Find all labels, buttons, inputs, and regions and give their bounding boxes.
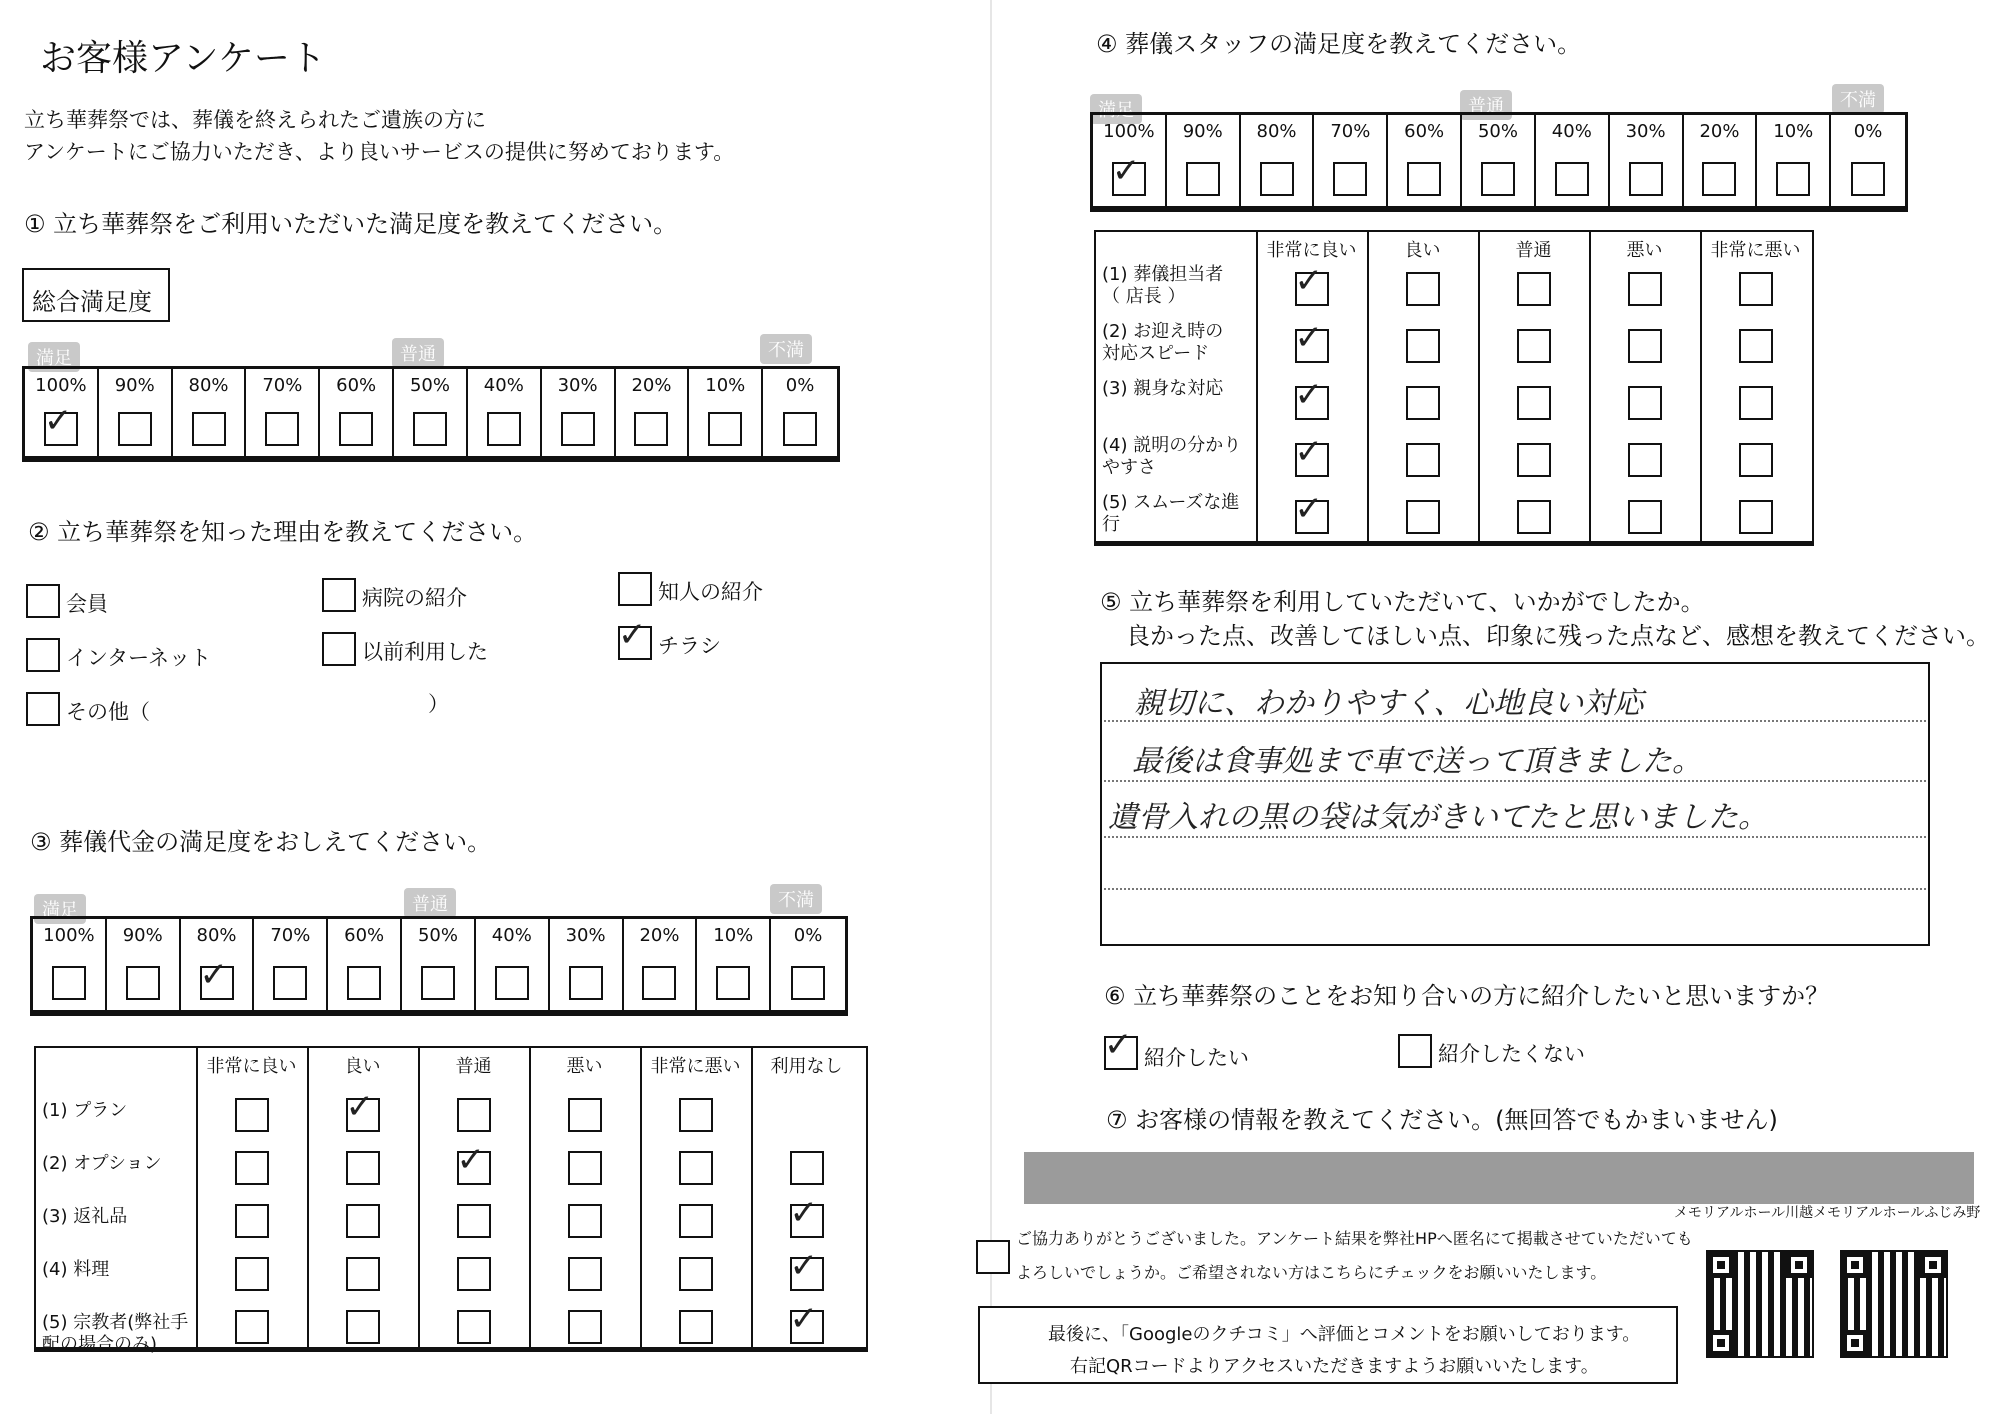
q3-rating-checkbox[interactable]	[679, 1204, 713, 1238]
q3-percent-checkbox[interactable]	[421, 966, 455, 1000]
matrix-column-divider	[751, 1048, 753, 1347]
q4-row-label: (3) 親身な対応	[1102, 378, 1224, 399]
q3-rating-checkbox[interactable]	[679, 1151, 713, 1185]
q3-percent-scale	[30, 916, 848, 1016]
q4-rating-checkbox[interactable]	[1406, 443, 1440, 477]
matrix-column-divider	[1478, 232, 1480, 541]
q3-rating-checkbox[interactable]	[568, 1204, 602, 1238]
q2-option-checkbox[interactable]	[26, 584, 60, 618]
q2-option-checkbox[interactable]	[322, 632, 356, 666]
q2-option-label: 会員	[66, 592, 108, 616]
q3-rating-checkbox[interactable]	[235, 1151, 269, 1185]
q4-percent-checkbox[interactable]	[1481, 162, 1515, 196]
q4-rating-checkbox[interactable]	[1628, 443, 1662, 477]
q3-percent-checkbox[interactable]	[495, 966, 529, 1000]
matrix-column-divider	[1700, 232, 1702, 541]
q4-scale-bad: 不満	[1832, 84, 1884, 114]
q3-percent-label: 60%	[344, 925, 385, 946]
q6-label: ⑥ 立ち華葬祭のことをお知り合いの方に紹介したいと思いますか？	[1104, 982, 1830, 1010]
check-mark-icon: ✓	[618, 615, 647, 655]
q1-scale-good: 満足	[28, 342, 80, 372]
q4-rating-checkbox[interactable]	[1739, 329, 1773, 363]
q4-column-header: 普通	[1515, 240, 1552, 261]
page-fold-divider	[990, 0, 992, 1414]
q3-scale-mid: 普通	[404, 888, 456, 918]
q3-percent-cell	[476, 919, 550, 1010]
q3-rating-checkbox[interactable]	[679, 1098, 713, 1132]
q4-rating-checkbox[interactable]	[1628, 500, 1662, 534]
redacted-customer-info	[1024, 1152, 1974, 1204]
q4-row-label: (2) お迎え時の	[1102, 321, 1224, 342]
q3-rating-checkbox[interactable]	[679, 1257, 713, 1291]
q1-percent-cell	[616, 369, 690, 456]
q1-percent-cell	[25, 369, 99, 456]
q4-percent-label: 30%	[1625, 121, 1666, 142]
q4-percent-checkbox[interactable]	[1186, 162, 1220, 196]
q4-row-label: （ 店長 ）	[1102, 286, 1186, 307]
q4-rating-checkbox[interactable]	[1628, 386, 1662, 420]
q3-percent-cell	[33, 919, 107, 1010]
q3-percent-label: 40%	[491, 925, 532, 946]
q1-percent-checkbox[interactable]	[192, 412, 226, 446]
q4-rating-checkbox[interactable]	[1517, 329, 1551, 363]
q1-percent-cell	[320, 369, 394, 456]
intro-line-2: アンケートにご協力いただき、より良いサービスの提供に努めております。	[24, 140, 735, 164]
q3-column-header: 利用なし	[770, 1056, 843, 1077]
q1-percent-checkbox[interactable]	[43, 401, 78, 446]
q3-percent-cell	[624, 919, 698, 1010]
q4-percent-label: 0%	[1853, 121, 1883, 142]
q4-rating-checkbox[interactable]	[1406, 272, 1440, 306]
q3-rating-checkbox[interactable]	[568, 1257, 602, 1291]
check-mark-icon: ✓	[456, 1139, 485, 1180]
q2-option-label: 知人の紹介	[658, 580, 763, 604]
google-review-line-1: 最後に、「Googleのクチコミ」へ評価とコメントをお願いしております。	[1048, 1324, 1641, 1345]
q3-percent-cell	[107, 919, 181, 1010]
q3-percent-label: 100%	[43, 925, 95, 946]
q3-row-label: (1) プラン	[42, 1100, 128, 1121]
q3-rating-checkbox[interactable]	[789, 1298, 824, 1344]
q2-option-label: 以前利用した	[362, 640, 488, 664]
q4-percent-scale	[1090, 112, 1908, 212]
q3-percent-checkbox[interactable]	[569, 966, 603, 1000]
q3-percent-checkbox[interactable]	[199, 955, 234, 1000]
q3-rating-checkbox[interactable]	[789, 1245, 824, 1291]
q3-percent-checkbox[interactable]	[347, 966, 381, 1000]
q2-option-checkbox[interactable]	[618, 572, 652, 606]
q3-column-header: 良い	[344, 1056, 381, 1077]
q3-percent-cell	[254, 919, 328, 1010]
q4-rating-checkbox[interactable]	[1739, 386, 1773, 420]
q3-row-label: (4) 料理	[42, 1259, 110, 1280]
q4-row-label: (1) 葬儀担当者	[1102, 264, 1224, 285]
q2-option-label: 病院の紹介	[362, 586, 467, 610]
q3-percent-label: 70%	[270, 925, 311, 946]
handwritten-line-3: 遺骨入れの黒の袋は気がきいてたと思いました。	[1108, 800, 1768, 835]
q2-option-checkbox[interactable]	[26, 692, 60, 726]
qr-code-fujimino[interactable]	[1840, 1250, 1948, 1358]
matrix-column-divider	[307, 1048, 309, 1347]
q4-percent-checkbox[interactable]	[1555, 162, 1589, 196]
q4-row-label: 対応スピード	[1102, 343, 1210, 364]
q1-label: ① 立ち華葬祭をご利用いただいた満足度を教えてください。	[24, 210, 678, 238]
check-mark-icon: ✓	[1294, 374, 1323, 415]
q7-label: ⑦ お客様の情報を教えてください。(無回答でもかまいません)	[1106, 1106, 1778, 1134]
q3-percent-checkbox[interactable]	[791, 966, 825, 1000]
q4-percent-label: 100%	[1103, 121, 1155, 142]
q3-percent-cell	[771, 919, 845, 1010]
q2-option-label: インターネット	[66, 646, 212, 670]
google-review-line-2: 右記QRコードよりアクセスいただきますようお願いいたします。	[1070, 1356, 1599, 1377]
q4-percent-label: 10%	[1773, 121, 1814, 142]
q1-percent-cell	[763, 369, 837, 456]
q4-percent-cell	[1610, 115, 1684, 206]
q1-scale-bad: 不満	[760, 334, 812, 364]
q6-checkbox-no[interactable]	[1398, 1034, 1432, 1068]
q1-percent-label: 60%	[336, 375, 377, 396]
check-mark-icon: ✓	[789, 1298, 818, 1339]
q3-rating-checkbox[interactable]	[568, 1310, 602, 1344]
q1-percent-cell	[468, 369, 542, 456]
q1-percent-cell	[246, 369, 320, 456]
q2-option-checkbox[interactable]	[618, 615, 652, 660]
check-mark-icon: ✓	[199, 955, 229, 995]
q4-percent-checkbox[interactable]	[1260, 162, 1294, 196]
q3-percent-checkbox[interactable]	[52, 966, 86, 1000]
q3-scale-bad: 不満	[770, 884, 822, 914]
q1-percent-scale	[22, 366, 840, 462]
q4-staff-matrix	[1094, 230, 1814, 546]
q4-rating-checkbox[interactable]	[1294, 317, 1329, 363]
q4-percent-label: 80%	[1256, 121, 1297, 142]
q3-row-label: 配の場合のみ)	[42, 1334, 158, 1355]
q4-scale-good: 満足	[1090, 94, 1142, 124]
q4-rating-checkbox[interactable]	[1294, 260, 1329, 306]
q4-percent-label: 70%	[1330, 121, 1371, 142]
qr-code-kawagoe[interactable]	[1706, 1250, 1814, 1358]
q1-percent-label: 80%	[188, 375, 229, 396]
q2-option-label: その他（	[66, 700, 150, 724]
handwritten-line-2: 最後は食事処まで車で送って頂きました。	[1132, 744, 1702, 779]
q3-rating-checkbox[interactable]	[456, 1139, 491, 1185]
q4-row-label: 行	[1102, 514, 1120, 535]
q3-column-header: 非常に悪い	[650, 1056, 741, 1077]
q4-rating-checkbox[interactable]	[1294, 431, 1329, 477]
matrix-column-divider	[1589, 232, 1591, 541]
q3-rating-checkbox[interactable]	[346, 1204, 380, 1238]
q4-percent-cell	[1536, 115, 1610, 206]
q1-percent-label: 100%	[35, 375, 87, 396]
q4-percent-checkbox[interactable]	[1851, 162, 1885, 196]
q3-label: ③ 葬儀代金の満足度をおしえてください。	[30, 828, 492, 856]
q3-rating-checkbox[interactable]	[457, 1098, 491, 1132]
check-mark-icon: ✓	[1294, 260, 1323, 301]
q4-percent-label: 90%	[1182, 121, 1223, 142]
q3-detail-matrix	[34, 1046, 868, 1355]
q4-column-header: 良い	[1404, 240, 1441, 261]
check-mark-icon: ✓	[1294, 431, 1323, 472]
q1-percent-label: 10%	[705, 375, 746, 396]
consent-line-1: ご協力ありがとうございました。アンケート結果を弊社HPへ匿名にて掲載させていただいても	[1016, 1229, 1693, 1248]
q3-percent-cell	[697, 919, 771, 1010]
q3-percent-label: 50%	[417, 925, 458, 946]
overall-satisfaction-box	[22, 268, 170, 322]
q1-percent-checkbox[interactable]	[783, 412, 817, 446]
q4-percent-checkbox[interactable]	[1333, 162, 1367, 196]
q5-label-2: 良かった点、改善してほしい点、印象に残った点など、感想を教えてください。	[1126, 622, 1990, 650]
q4-rating-checkbox[interactable]	[1294, 488, 1329, 534]
q4-percent-cell	[1684, 115, 1758, 206]
q3-rating-checkbox[interactable]	[345, 1086, 380, 1132]
q4-rating-checkbox[interactable]	[1739, 443, 1773, 477]
hall-names: メモリアルホール川越メモリアルホールふじみ野	[1674, 1205, 1981, 1221]
q3-rating-checkbox[interactable]	[568, 1151, 602, 1185]
q3-rating-checkbox[interactable]	[457, 1310, 491, 1344]
q1-percent-checkbox[interactable]	[413, 412, 447, 446]
q4-percent-cell	[1167, 115, 1241, 206]
q1-percent-label: 30%	[557, 375, 598, 396]
q3-column-header: 非常に良い	[206, 1056, 297, 1077]
q3-percent-checkbox[interactable]	[126, 966, 160, 1000]
q4-row-label: (4) 説明の分かり	[1102, 435, 1242, 456]
q2-option-checkbox[interactable]	[322, 578, 356, 612]
q4-percent-cell	[1757, 115, 1831, 206]
q4-row-label: (5) スムーズな進	[1102, 492, 1240, 513]
q3-rating-checkbox[interactable]	[346, 1151, 380, 1185]
q1-percent-checkbox[interactable]	[634, 412, 668, 446]
q3-percent-label: 30%	[565, 925, 606, 946]
page-title: お客様アンケート	[40, 38, 326, 79]
q1-percent-label: 90%	[114, 375, 155, 396]
q3-rating-checkbox[interactable]	[457, 1204, 491, 1238]
matrix-column-divider	[418, 1048, 420, 1347]
q4-rating-checkbox[interactable]	[1517, 500, 1551, 534]
check-mark-icon: ✓	[789, 1245, 818, 1286]
q1-percent-cell	[173, 369, 247, 456]
q1-percent-cell	[99, 369, 173, 456]
q3-rating-checkbox[interactable]	[789, 1192, 824, 1238]
matrix-column-divider	[640, 1048, 642, 1347]
q6-option-yes: 紹介したい	[1144, 1046, 1249, 1070]
check-mark-icon: ✓	[1294, 488, 1323, 529]
q3-rating-checkbox[interactable]	[346, 1310, 380, 1344]
q1-percent-label: 70%	[262, 375, 303, 396]
q3-percent-checkbox[interactable]	[273, 966, 307, 1000]
q1-percent-cell	[689, 369, 763, 456]
q2-option-label: チラシ	[658, 634, 721, 658]
q4-percent-checkbox[interactable]	[1407, 162, 1441, 196]
q1-scale-mid: 普通	[392, 338, 444, 368]
overall-satisfaction-label: 総合満足度	[32, 288, 152, 316]
q1-percent-checkbox[interactable]	[265, 412, 299, 446]
q1-percent-checkbox[interactable]	[487, 412, 521, 446]
q5-comment-box	[1100, 662, 1930, 946]
q3-percent-label: 10%	[713, 925, 754, 946]
q3-rating-checkbox[interactable]	[568, 1098, 602, 1132]
q1-percent-label: 0%	[785, 375, 815, 396]
q4-rating-checkbox[interactable]	[1406, 386, 1440, 420]
q4-percent-label: 60%	[1404, 121, 1445, 142]
q4-percent-label: 20%	[1699, 121, 1740, 142]
handwritten-line-1: 親切に、わかりやすく、心地良い対応	[1134, 686, 1644, 721]
q3-rating-checkbox[interactable]	[346, 1257, 380, 1291]
matrix-column-divider	[196, 1048, 198, 1347]
q1-percent-label: 40%	[483, 375, 524, 396]
q3-percent-cell	[181, 919, 255, 1010]
q4-rating-checkbox[interactable]	[1517, 272, 1551, 306]
q3-percent-cell	[402, 919, 476, 1010]
q3-percent-label: 20%	[639, 925, 680, 946]
q1-percent-checkbox[interactable]	[561, 412, 595, 446]
q4-percent-cell	[1314, 115, 1388, 206]
q4-column-header: 非常に悪い	[1710, 240, 1801, 261]
consent-checkbox[interactable]	[976, 1240, 1010, 1274]
q4-percent-checkbox[interactable]	[1702, 162, 1736, 196]
q4-rating-checkbox[interactable]	[1628, 272, 1662, 306]
intro-line-1: 立ち華葬祭では、葬儀を終えられたご遺族の方に	[24, 108, 486, 132]
q1-percent-cell	[542, 369, 616, 456]
q1-percent-cell	[394, 369, 468, 456]
q3-rating-checkbox[interactable]	[457, 1257, 491, 1291]
q2-label: ② 立ち華葬祭を知った理由を教えてください。	[28, 518, 538, 546]
q4-column-header: 非常に良い	[1266, 240, 1357, 261]
q4-rating-checkbox[interactable]	[1517, 443, 1551, 477]
q1-percent-checkbox[interactable]	[708, 412, 742, 446]
q3-rating-checkbox[interactable]	[235, 1204, 269, 1238]
q3-percent-cell	[328, 919, 402, 1010]
q3-rating-checkbox[interactable]	[679, 1310, 713, 1344]
check-mark-icon: ✓	[1294, 317, 1323, 358]
q1-percent-checkbox[interactable]	[118, 412, 152, 446]
q4-percent-cell	[1462, 115, 1536, 206]
matrix-column-divider	[529, 1048, 531, 1347]
google-review-box	[978, 1306, 1678, 1384]
q4-rating-checkbox[interactable]	[1628, 329, 1662, 363]
q3-percent-label: 90%	[122, 925, 163, 946]
q4-percent-label: 50%	[1477, 121, 1518, 142]
check-mark-icon: ✓	[789, 1192, 818, 1233]
q4-column-header: 悪い	[1626, 240, 1663, 261]
q4-rating-checkbox[interactable]	[1406, 500, 1440, 534]
q4-rating-checkbox[interactable]	[1739, 500, 1773, 534]
q4-percent-checkbox[interactable]	[1111, 151, 1146, 196]
q4-percent-checkbox[interactable]	[1776, 162, 1810, 196]
q6-checkbox-yes[interactable]	[1104, 1025, 1138, 1070]
q3-column-header: 普通	[455, 1056, 492, 1077]
q1-percent-label: 20%	[631, 375, 672, 396]
q2-option-checkbox[interactable]	[26, 638, 60, 672]
q3-percent-checkbox[interactable]	[642, 966, 676, 1000]
consent-line-2: よろしいでしょうか。ご希望されない方はこちらにチェックをお願いいたします。	[1016, 1263, 1607, 1282]
q3-row-label: (2) オプション	[42, 1153, 162, 1174]
q3-rating-checkbox[interactable]	[235, 1257, 269, 1291]
q1-percent-checkbox[interactable]	[339, 412, 373, 446]
q3-percent-checkbox[interactable]	[716, 966, 750, 1000]
q3-rating-checkbox[interactable]	[790, 1151, 824, 1185]
q6-option-no: 紹介したくない	[1438, 1042, 1585, 1066]
q3-rating-checkbox[interactable]	[235, 1310, 269, 1344]
matrix-column-divider	[1256, 232, 1258, 541]
q4-label: ④ 葬儀スタッフの満足度を教えてください。	[1096, 30, 1582, 58]
q4-percent-cell	[1093, 115, 1167, 206]
q4-rating-checkbox[interactable]	[1517, 386, 1551, 420]
q3-row-label: (5) 宗教者(弊社手	[42, 1312, 189, 1333]
q4-scale-mid: 普通	[1460, 90, 1512, 120]
q4-rating-checkbox[interactable]	[1294, 374, 1329, 420]
q4-percent-cell	[1241, 115, 1315, 206]
q4-rating-checkbox[interactable]	[1739, 272, 1773, 306]
check-mark-icon: ✓	[345, 1086, 374, 1127]
q3-percent-label: 0%	[793, 925, 823, 946]
q4-row-label: やすさ	[1102, 457, 1156, 478]
q3-percent-label: 80%	[196, 925, 237, 946]
check-mark-icon: ✓	[43, 401, 73, 441]
q3-column-header: 悪い	[566, 1056, 603, 1077]
q4-rating-checkbox[interactable]	[1406, 329, 1440, 363]
q3-percent-cell	[550, 919, 624, 1010]
q5-label-1: ⑤ 立ち華葬祭を利用していただいて、いかがでしたか。	[1100, 588, 1705, 616]
q3-scale-good: 満足	[34, 894, 86, 924]
matrix-column-divider	[1367, 232, 1369, 541]
q3-rating-checkbox[interactable]	[235, 1098, 269, 1132]
q4-percent-cell	[1388, 115, 1462, 206]
check-mark-icon: ✓	[1104, 1025, 1133, 1065]
q4-percent-label: 40%	[1551, 121, 1592, 142]
q1-percent-label: 50%	[409, 375, 450, 396]
q3-row-label: (3) 返礼品	[42, 1206, 128, 1227]
q4-percent-checkbox[interactable]	[1629, 162, 1663, 196]
check-mark-icon: ✓	[1111, 151, 1141, 191]
q4-percent-cell	[1831, 115, 1905, 206]
q2-other-close: ）	[428, 692, 449, 716]
